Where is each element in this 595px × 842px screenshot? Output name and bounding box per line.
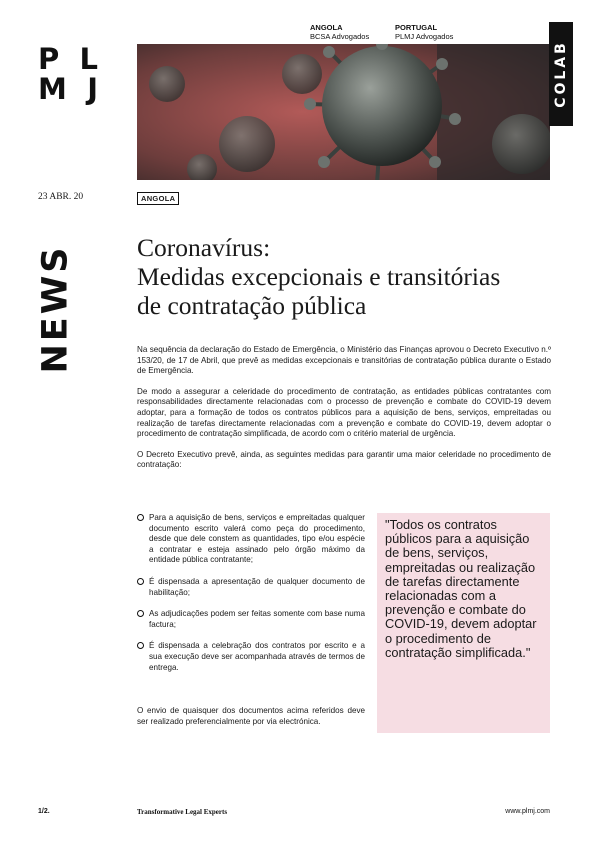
list-item-text: Para a aquisição de bens, serviços e empreitadas qualquer documento escrito valerá como peça do procedimento, desde que dele constem as quantidades, tipo e/ou espécie a contratar e esteja assinado pelo órgão máximo da entidade pública contratante; <box>149 513 365 565</box>
body-paragraph: De modo a assegurar a celeridade do procedimento de contratação, as entidades públicas contratantes com responsabilidades directamente relacionadas com o processo de prevenção e combate do COVID-19 devem adoptar, para a formação de todos os contratos públicos para a aquisição de bens, serviços, empreitadas ou realização de tarefas directamente relacionadas com a prevenção e combate do COVID-19, devem adoptar o procedimento de contratação simplificada, de acordo com o critério material de urgência. <box>137 386 551 439</box>
footer-tagline: Transformative Legal Experts <box>137 808 228 816</box>
plmj-logo <box>38 44 100 104</box>
page-number: 1/2. <box>38 808 50 815</box>
country-tag: ANGOLA <box>137 192 179 205</box>
title-line: Medidas excepcionais e transitórias <box>137 262 501 291</box>
closing-paragraph: O envio de quaisquer dos documentos acima referidos deve ser realizado preferencialmente por via electrónica. <box>137 706 365 726</box>
measures-list <box>137 513 365 684</box>
partner-portugal <box>395 23 453 41</box>
publication-date: 23 ABR. 20 <box>38 192 84 202</box>
hero-virus-image <box>137 44 550 180</box>
partner-firm: BCSA Advogados <box>310 32 370 41</box>
colab-badge <box>549 22 573 126</box>
bullet-icon <box>137 514 144 521</box>
list-item <box>137 641 365 673</box>
partner-country: PORTUGAL <box>395 23 438 32</box>
partner-angola <box>310 23 369 41</box>
title-line: de contratação pública <box>137 291 367 320</box>
list-item <box>137 513 365 566</box>
body-paragraph: Na sequência da declaração do Estado de Emergência, o Ministério das Finanças aprovou o Decreto Executivo n.º 153/20, de 17 de Abril, que prevê as medidas excepcionais e transitórias de contratação pública durante o Estado de Emergência. <box>137 345 551 376</box>
section-label <box>35 235 76 383</box>
footer-website: www.plmj.com <box>505 808 550 815</box>
body-paragraph: O Decreto Executivo prevê, ainda, as seguintes medidas para garantir uma maior celeridade no procedimento de contratação: <box>137 449 551 470</box>
logo-letter: L <box>79 42 100 76</box>
article-title <box>137 233 557 320</box>
section-label-text: NEWS <box>35 244 76 374</box>
pull-quote: "Todos os contratos públicos para a aquisição de bens, serviços, empreitadas ou realização de tarefas directamente relacionadas com a prevenção e combate do COVID-19, devem adoptar o procedimento de contratação simplificada." <box>377 513 550 733</box>
list-item-text: É dispensada a apresentação de qualquer documento de habilitação; <box>149 576 365 597</box>
list-item <box>137 609 365 630</box>
partner-firm: PLMJ Advogados <box>395 32 454 41</box>
bullet-icon <box>137 642 144 649</box>
logo-letter: J <box>87 72 100 106</box>
logo-letter: M <box>38 72 69 106</box>
bullet-icon <box>137 610 144 617</box>
list-item <box>137 577 365 598</box>
logo-letter: P <box>38 42 62 76</box>
title-line: Coronavírus: <box>137 233 271 262</box>
article-body <box>137 345 551 481</box>
list-item-text: É dispensada a celebração dos contratos por escrito e a sua execução deve ser acompanhada através de termos de entrega. <box>149 641 365 672</box>
virus-illustration <box>137 44 550 180</box>
partner-country: ANGOLA <box>310 23 343 32</box>
list-item-text: As adjudicações podem ser feitas somente com base numa factura; <box>149 609 365 629</box>
bullet-icon <box>137 578 144 585</box>
colab-label: COLAB <box>553 40 570 108</box>
